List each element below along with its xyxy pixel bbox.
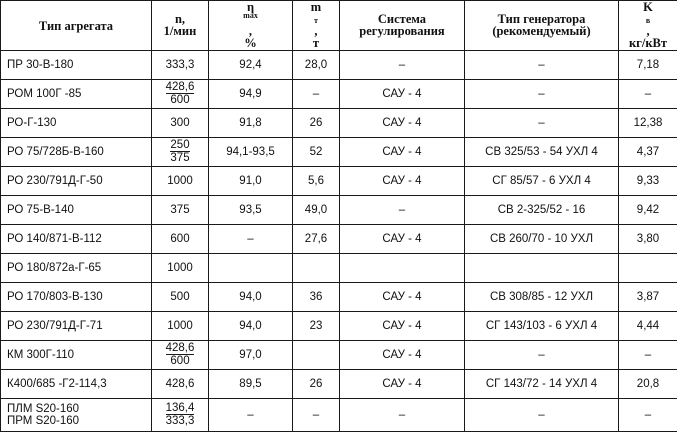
header-mass: m т , т bbox=[293, 1, 340, 51]
table-row bbox=[1, 80, 677, 109]
cell-n: 1000 bbox=[152, 312, 209, 341]
cell-eta: 94,0 bbox=[209, 283, 293, 312]
cell-k: 3,80 bbox=[619, 225, 677, 254]
cell-k: 9,42 bbox=[619, 196, 677, 225]
table-row bbox=[1, 370, 677, 399]
cell-eta: 97,0 bbox=[209, 341, 293, 370]
cell-regulation: САУ - 4 bbox=[340, 370, 465, 399]
cell-mass bbox=[293, 254, 340, 283]
cell-n: $\frac{136,4}{333,3}$ bbox=[152, 399, 209, 432]
cell-n: $\frac{250}{375}$ bbox=[152, 138, 209, 167]
cell-name: РО 230/791Д-Г-50 bbox=[1, 167, 152, 196]
table-row bbox=[1, 254, 677, 283]
cell-k: 9,33 bbox=[619, 167, 677, 196]
table-row bbox=[1, 51, 677, 80]
cell-eta: 91,8 bbox=[209, 109, 293, 138]
header-generator: Тип генератора (рекомендуемый) bbox=[465, 1, 619, 51]
cell-mass: 23 bbox=[293, 312, 340, 341]
cell-name: РО 75-В-140 bbox=[1, 196, 152, 225]
cell-eta: – bbox=[209, 399, 293, 432]
cell-n: 333,3 bbox=[152, 51, 209, 80]
cell-eta: 89,5 bbox=[209, 370, 293, 399]
cell-n: 600 bbox=[152, 225, 209, 254]
table-row bbox=[1, 399, 677, 432]
cell-k: 12,38 bbox=[619, 109, 677, 138]
cell-n: 500 bbox=[152, 283, 209, 312]
cell-generator: – bbox=[465, 341, 619, 370]
cell-mass: 27,6 bbox=[293, 225, 340, 254]
cell-k: 20,8 bbox=[619, 370, 677, 399]
table-row bbox=[1, 167, 677, 196]
cell-n: 1000 bbox=[152, 254, 209, 283]
cell-generator: – bbox=[465, 109, 619, 138]
cell-name: К400/685 -Г2-114,3 bbox=[1, 370, 152, 399]
cell-regulation: САУ - 4 bbox=[340, 80, 465, 109]
table-row bbox=[1, 109, 677, 138]
header-row bbox=[1, 1, 677, 51]
cell-name: РО 140/871-В-112 bbox=[1, 225, 152, 254]
cell-eta bbox=[209, 254, 293, 283]
cell-generator: СГ 143/72 - 14 УХЛ 4 bbox=[465, 370, 619, 399]
header-k: K в , кг/кВт bbox=[619, 1, 677, 51]
cell-regulation: САУ - 4 bbox=[340, 312, 465, 341]
cell-generator: СВ 260/70 - 10 УХЛ bbox=[465, 225, 619, 254]
cell-eta: – bbox=[209, 225, 293, 254]
cell-name: ПР 30-В-180 bbox=[1, 51, 152, 80]
cell-n: 300 bbox=[152, 109, 209, 138]
cell-name: РО 180/872а-Г-65 bbox=[1, 254, 152, 283]
cell-eta: 93,5 bbox=[209, 196, 293, 225]
header-regulation: Система регулирования bbox=[340, 1, 465, 51]
cell-name: ПЛМ S20-160 ПРМ S20-160 bbox=[1, 399, 152, 432]
cell-mass: 26 bbox=[293, 370, 340, 399]
cell-generator: – bbox=[465, 80, 619, 109]
table-row bbox=[1, 283, 677, 312]
cell-mass: – bbox=[293, 399, 340, 432]
table-row bbox=[1, 196, 677, 225]
cell-regulation: – bbox=[340, 399, 465, 432]
cell-regulation: САУ - 4 bbox=[340, 283, 465, 312]
cell-n: $\frac{428,6}{600}$ bbox=[152, 80, 209, 109]
cell-mass: 36 bbox=[293, 283, 340, 312]
cell-regulation: САУ - 4 bbox=[340, 138, 465, 167]
cell-mass: 28,0 bbox=[293, 51, 340, 80]
cell-name: РОМ 100Г -85 bbox=[1, 80, 152, 109]
cell-k: – bbox=[619, 341, 677, 370]
cell-k bbox=[619, 254, 677, 283]
cell-mass: – bbox=[293, 80, 340, 109]
cell-name: КМ 300Г-110 bbox=[1, 341, 152, 370]
header-aggregate: Тип агрегата bbox=[1, 1, 152, 51]
cell-name: РО 75/728Б-В-160 bbox=[1, 138, 152, 167]
cell-regulation bbox=[340, 254, 465, 283]
cell-eta: 94,1-93,5 bbox=[209, 138, 293, 167]
cell-k: 7,18 bbox=[619, 51, 677, 80]
header-n: n, 1/мин bbox=[152, 1, 209, 51]
cell-regulation: – bbox=[340, 196, 465, 225]
cell-mass: 49,0 bbox=[293, 196, 340, 225]
cell-regulation: САУ - 4 bbox=[340, 167, 465, 196]
cell-eta: 94,0 bbox=[209, 312, 293, 341]
cell-generator: СГ 143/103 - 6 УХЛ 4 bbox=[465, 312, 619, 341]
cell-k: 4,44 bbox=[619, 312, 677, 341]
table-row bbox=[1, 312, 677, 341]
cell-regulation: САУ - 4 bbox=[340, 341, 465, 370]
table-row bbox=[1, 138, 677, 167]
cell-n: 1000 bbox=[152, 167, 209, 196]
cell-eta: 94,9 bbox=[209, 80, 293, 109]
cell-generator: СВ 308/85 - 12 УХЛ bbox=[465, 283, 619, 312]
cell-k: 3,87 bbox=[619, 283, 677, 312]
cell-generator: СВ 325/53 - 54 УХЛ 4 bbox=[465, 138, 619, 167]
table-row bbox=[1, 225, 677, 254]
cell-generator: – bbox=[465, 399, 619, 432]
cell-regulation: – bbox=[340, 51, 465, 80]
cell-k: 4,37 bbox=[619, 138, 677, 167]
cell-generator: СГ 85/57 - 6 УХЛ 4 bbox=[465, 167, 619, 196]
cell-k: – bbox=[619, 80, 677, 109]
cell-n: 428,6 bbox=[152, 370, 209, 399]
cell-generator: – bbox=[465, 51, 619, 80]
cell-name: РО 230/791Д-Г-71 bbox=[1, 312, 152, 341]
cell-mass: 26 bbox=[293, 109, 340, 138]
cell-k: – bbox=[619, 399, 677, 432]
cell-mass bbox=[293, 341, 340, 370]
cell-n: 375 bbox=[152, 196, 209, 225]
cell-regulation: САУ - 4 bbox=[340, 109, 465, 138]
cell-eta: 92,4 bbox=[209, 51, 293, 80]
cell-regulation: САУ - 4 bbox=[340, 225, 465, 254]
cell-n: $\frac{428,6}{600}$ bbox=[152, 341, 209, 370]
cell-generator: СВ 2-325/52 - 16 bbox=[465, 196, 619, 225]
cell-generator bbox=[465, 254, 619, 283]
cell-name: РО 170/803-В-130 bbox=[1, 283, 152, 312]
cell-mass: 52 bbox=[293, 138, 340, 167]
table-row bbox=[1, 341, 677, 370]
cell-eta: 91,0 bbox=[209, 167, 293, 196]
header-eta: η max , % bbox=[209, 1, 293, 51]
cell-name: РО-Г-130 bbox=[1, 109, 152, 138]
cell-mass: 5,6 bbox=[293, 167, 340, 196]
